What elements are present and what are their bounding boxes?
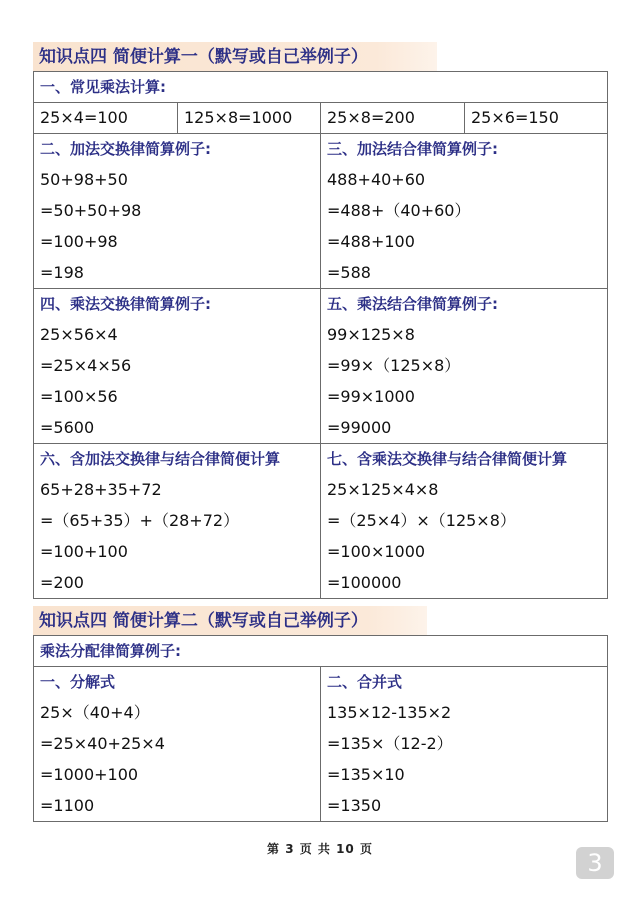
step-line: =1100	[40, 796, 95, 815]
block-title: 二、合并式	[327, 673, 403, 691]
section1-table	[33, 71, 608, 599]
example-block-decompose	[34, 667, 321, 822]
step-line: =488+100	[327, 232, 415, 251]
step-line: 25×56×4	[40, 325, 118, 344]
step-line: =99×1000	[327, 387, 415, 406]
block-title: 一、分解式	[40, 673, 116, 691]
example-block-multiplication-combined	[321, 444, 608, 599]
step-line: =100000	[327, 573, 402, 592]
step-line: =25×40+25×4	[40, 734, 165, 753]
block-title: 三、加法结合律简算例子:	[327, 140, 498, 158]
block-title: 五、乘法结合律简算例子:	[327, 295, 498, 313]
step-line: =100×1000	[327, 542, 426, 561]
page-number: 第 3 页 共 10 页	[267, 842, 373, 856]
step-line: 25×（40+4）	[40, 703, 150, 722]
example-block-addition-commutative	[34, 134, 321, 289]
common-fact-1: 25×4=100	[34, 103, 178, 134]
step-line: =488+（40+60）	[327, 201, 471, 220]
block-title: 六、含加法交换律与结合律简便计算	[40, 450, 281, 468]
step-line: =（65+35）+（28+72）	[40, 511, 240, 530]
example-block-addition-associative	[321, 134, 608, 289]
section2-table	[33, 635, 608, 822]
common-multiplication-title: 一、常见乘法计算:	[34, 72, 608, 103]
step-line: =135×10	[327, 765, 405, 784]
step-line: =100×56	[40, 387, 118, 406]
distributive-title: 乘法分配律简算例子:	[34, 636, 608, 667]
step-line: 25×125×4×8	[327, 480, 439, 499]
step-line: =25×4×56	[40, 356, 132, 375]
step-line: =200	[40, 573, 84, 592]
step-line: =1000+100	[40, 765, 139, 784]
step-line: =99000	[327, 418, 392, 437]
step-line: =（25×4）×（125×8）	[327, 511, 516, 530]
step-line: =198	[40, 263, 84, 282]
example-block-multiplication-commutative	[34, 289, 321, 444]
step-line: 65+28+35+72	[40, 480, 162, 499]
block-title: 七、含乘法交换律与结合律简便计算	[327, 450, 568, 468]
block-title: 二、加法交换律简算例子:	[40, 140, 211, 158]
step-line: 99×125×8	[327, 325, 415, 344]
example-block-multiplication-associative	[321, 289, 608, 444]
section1-title: 知识点四 简便计算一（默写或自己举例子）	[33, 42, 437, 72]
section2-title: 知识点四 简便计算二（默写或自己举例子）	[33, 606, 427, 636]
block-title: 四、乘法交换律简算例子:	[40, 295, 211, 313]
step-line: =1350	[327, 796, 382, 815]
step-line: =5600	[40, 418, 95, 437]
step-line: =588	[327, 263, 371, 282]
step-line: =100+98	[40, 232, 118, 251]
step-line: =50+50+98	[40, 201, 142, 220]
step-line: 135×12-135×2	[327, 703, 452, 722]
example-block-combine	[321, 667, 608, 822]
step-line: 50+98+50	[40, 170, 128, 189]
step-line: 488+40+60	[327, 170, 426, 189]
step-line: =135×（12-2）	[327, 734, 453, 753]
common-fact-4: 25×6=150	[465, 103, 608, 134]
step-line: =99×（125×8）	[327, 356, 461, 375]
step-line: =100+100	[40, 542, 128, 561]
example-block-addition-combined	[34, 444, 321, 599]
page-badge: 3	[576, 847, 614, 879]
common-fact-2: 125×8=1000	[178, 103, 321, 134]
common-fact-3: 25×8=200	[321, 103, 465, 134]
